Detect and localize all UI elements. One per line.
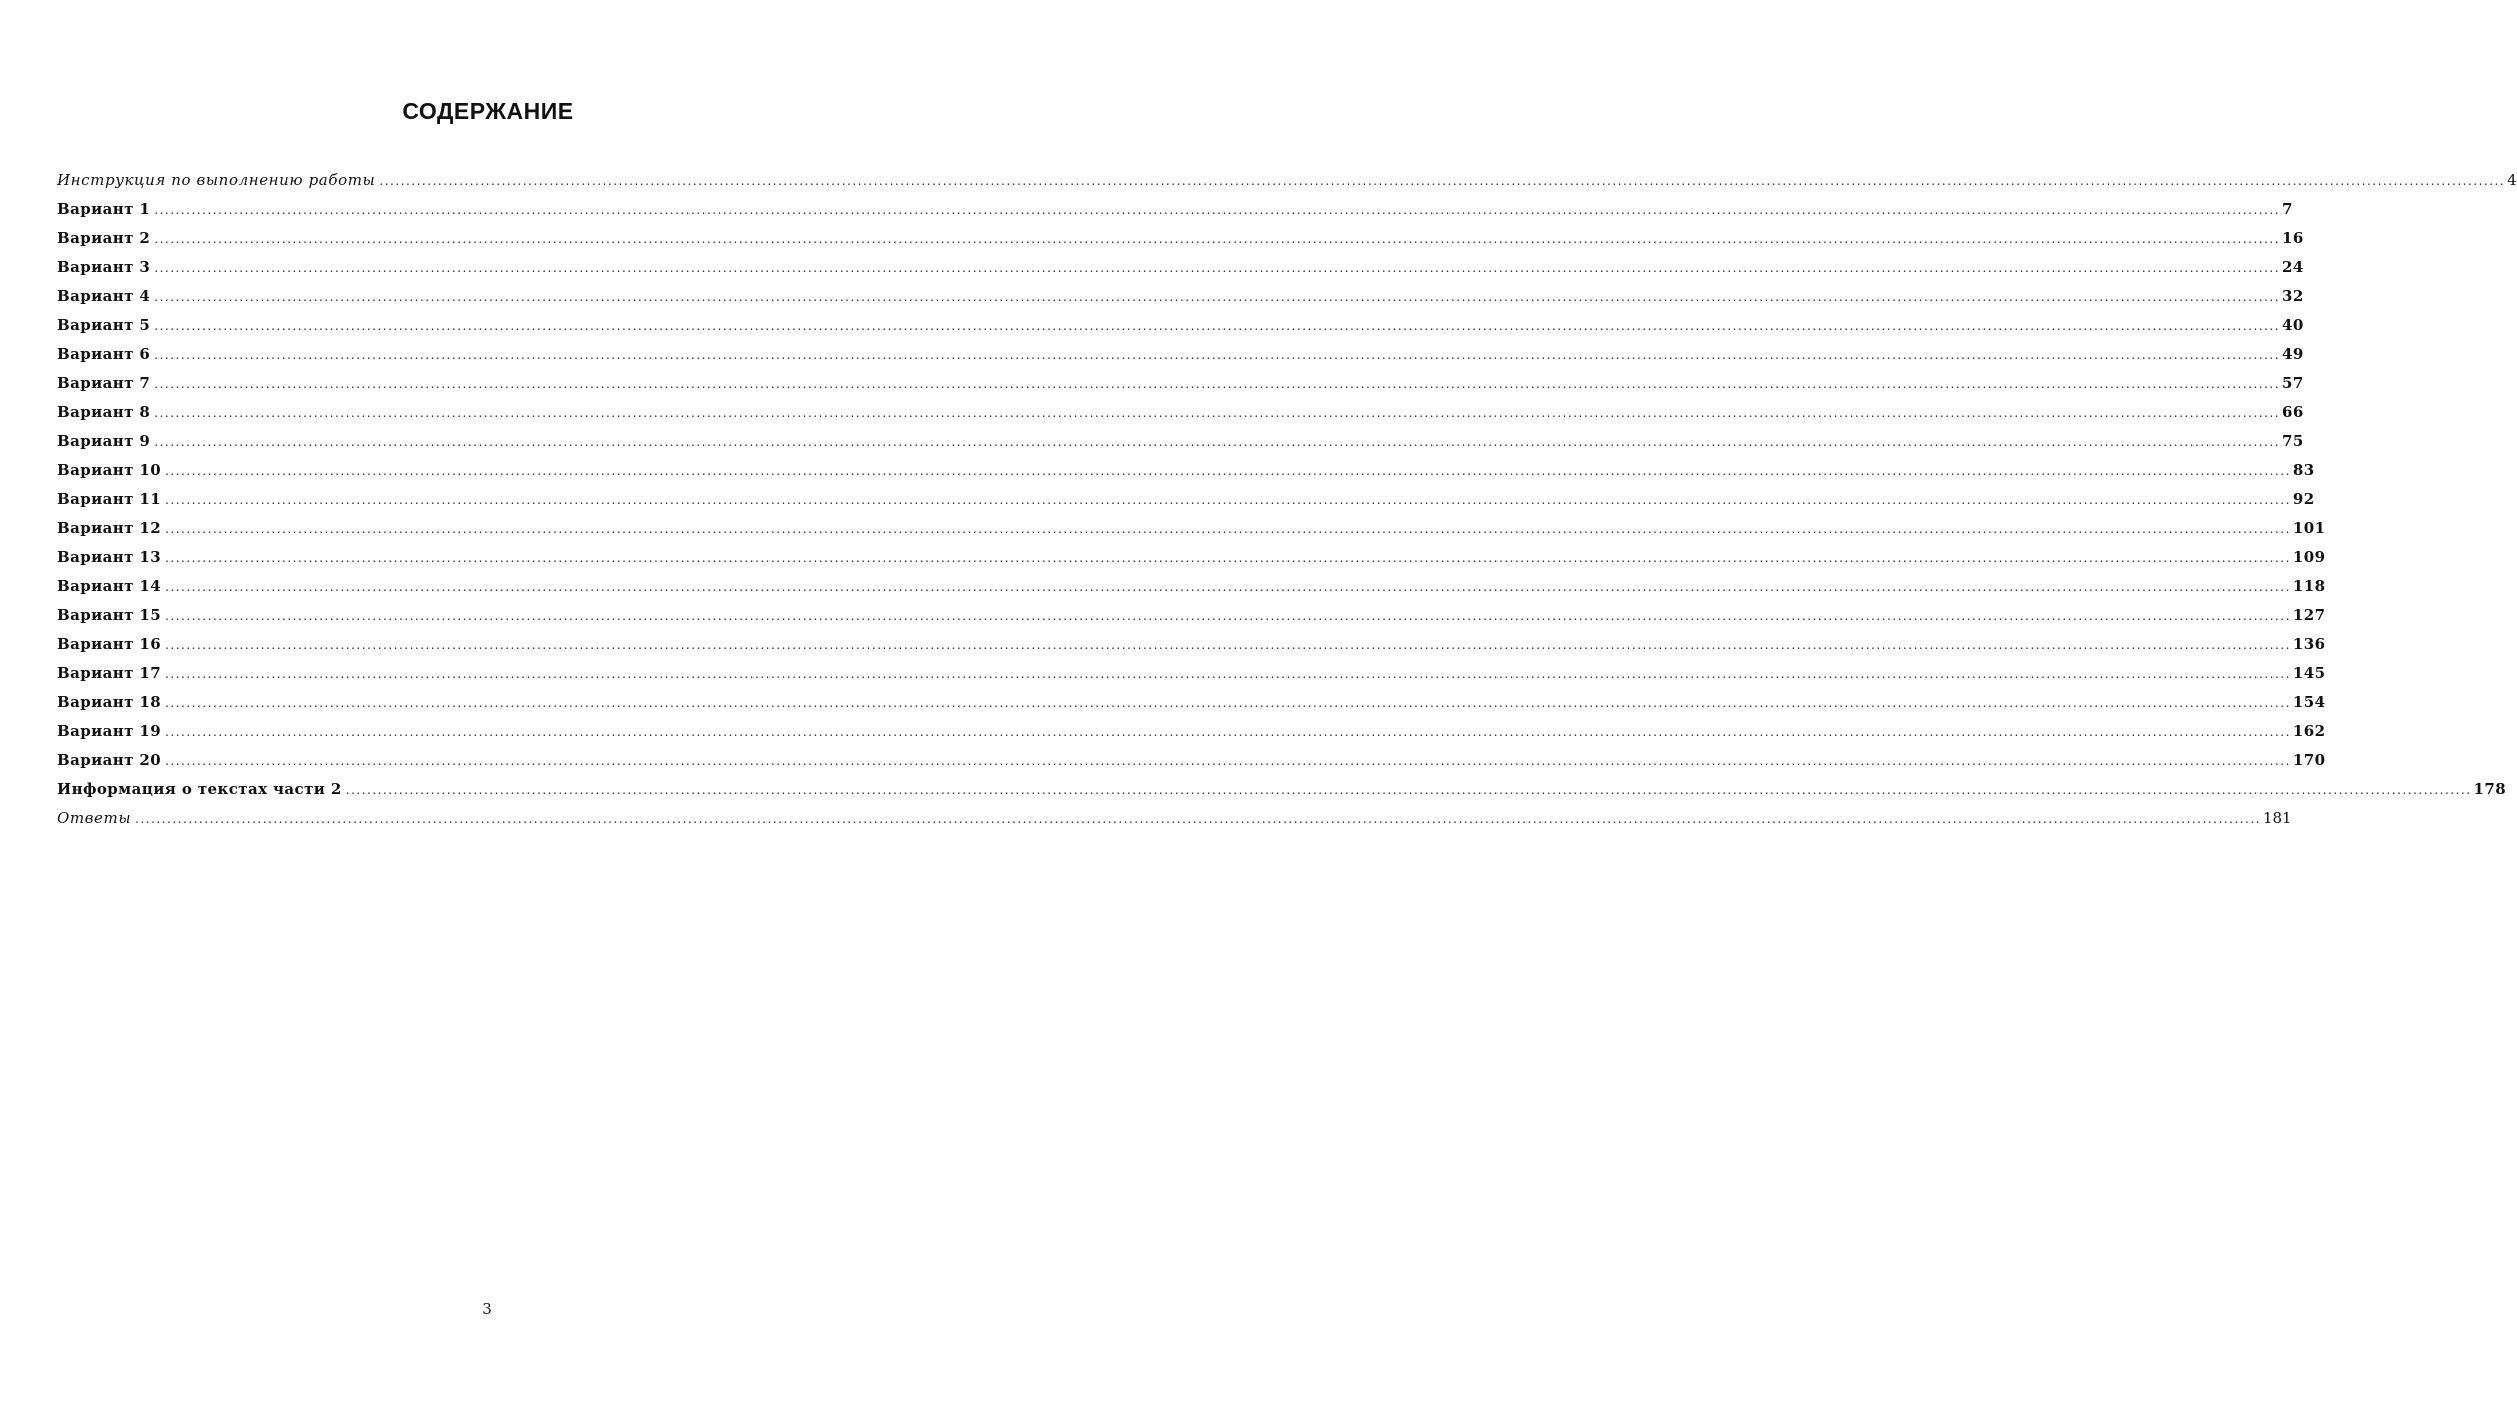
toc-entry-label: Вариант 6 xyxy=(57,345,151,363)
toc-entry-page: 66 xyxy=(2282,403,2304,421)
table-of-contents xyxy=(57,166,2517,833)
toc-entry xyxy=(57,253,2304,282)
toc-dot-leader: ................................................................................................................................................................................................................................................................................................................................................................................................................ xyxy=(154,377,2281,391)
toc-entry xyxy=(57,340,2304,369)
toc-entry-page: 83 xyxy=(2292,461,2315,479)
toc-entry-page: 136 xyxy=(2292,635,2326,653)
toc-dot-leader: ................................................................................................................................................................................................................................................................................................................................................................................................................ xyxy=(165,696,2291,710)
toc-entry-label: Вариант 15 xyxy=(57,606,162,624)
toc-entry-label: Вариант 11 xyxy=(57,490,162,508)
toc-entry xyxy=(57,369,2304,398)
toc-entry-label: Ответы xyxy=(57,809,132,827)
toc-entry-page: 109 xyxy=(2292,548,2326,566)
toc-entry-page: 16 xyxy=(2282,229,2304,247)
toc-entry xyxy=(57,630,2326,659)
toc-entry xyxy=(57,804,2292,833)
toc-entry-page: 7 xyxy=(2282,200,2293,218)
page-title: СОДЕРЖАНИЕ xyxy=(402,98,574,124)
toc-entry-page: 92 xyxy=(2292,490,2315,508)
toc-entry-page: 178 xyxy=(2473,780,2507,798)
toc-entry-label: Вариант 10 xyxy=(57,461,162,479)
toc-dot-leader: ................................................................................................................................................................................................................................................................................................................................................................................................................ xyxy=(165,609,2291,623)
toc-entry xyxy=(57,427,2304,456)
toc-dot-leader: ................................................................................................................................................................................................................................................................................................................................................................................................................ xyxy=(165,638,2291,652)
toc-entry-page: 162 xyxy=(2292,722,2326,740)
toc-entry xyxy=(57,224,2304,253)
page-number: 3 xyxy=(482,1300,492,1318)
toc-dot-leader: ................................................................................................................................................................................................................................................................................................................................................................................................................ xyxy=(154,261,2281,275)
toc-entry-label: Вариант 3 xyxy=(57,258,151,276)
toc-entry-page: 127 xyxy=(2292,606,2326,624)
toc-entry xyxy=(57,601,2326,630)
toc-dot-leader: ................................................................................................................................................................................................................................................................................................................................................................................................................ xyxy=(165,493,2291,507)
toc-entry-label: Вариант 7 xyxy=(57,374,151,392)
toc-entry xyxy=(57,456,2315,485)
toc-dot-leader: ................................................................................................................................................................................................................................................................................................................................................................................................................ xyxy=(165,667,2291,681)
toc-entry-label: Вариант 1 xyxy=(57,200,151,218)
toc-dot-leader: ................................................................................................................................................................................................................................................................................................................................................................................................................ xyxy=(345,783,2472,797)
toc-dot-leader: ................................................................................................................................................................................................................................................................................................................................................................................................................ xyxy=(154,232,2281,246)
toc-entry-label: Вариант 13 xyxy=(57,548,162,566)
toc-entry xyxy=(57,572,2326,601)
toc-dot-leader: ................................................................................................................................................................................................................................................................................................................................................................................................................ xyxy=(165,754,2291,768)
toc-entry-page: 154 xyxy=(2292,693,2326,711)
toc-entry xyxy=(57,311,2304,340)
toc-entry-label: Вариант 14 xyxy=(57,577,162,595)
toc-entry-page: 118 xyxy=(2292,577,2326,595)
toc-entry xyxy=(57,775,2507,804)
toc-entry xyxy=(57,282,2304,311)
toc-entry xyxy=(57,746,2326,775)
toc-dot-leader: ................................................................................................................................................................................................................................................................................................................................................................................................................ xyxy=(154,203,2281,217)
toc-entry-page: 75 xyxy=(2282,432,2304,450)
toc-entry-page: 40 xyxy=(2282,316,2304,334)
toc-entry-page: 145 xyxy=(2292,664,2326,682)
toc-entry-label: Вариант 2 xyxy=(57,229,151,247)
toc-dot-leader: ................................................................................................................................................................................................................................................................................................................................................................................................................ xyxy=(165,580,2291,594)
toc-entry-label: Вариант 17 xyxy=(57,664,162,682)
toc-entry xyxy=(57,485,2315,514)
toc-entry-label: Вариант 4 xyxy=(57,287,151,305)
toc-entry xyxy=(57,717,2326,746)
toc-entry xyxy=(57,659,2326,688)
toc-entry xyxy=(57,398,2304,427)
toc-dot-leader: ................................................................................................................................................................................................................................................................................................................................................................................................................ xyxy=(165,551,2291,565)
toc-entry-label: Вариант 20 xyxy=(57,751,162,769)
toc-entry-page: 32 xyxy=(2282,287,2304,305)
toc-entry-page: 4 xyxy=(2507,171,2517,189)
toc-entry-page: 170 xyxy=(2292,751,2326,769)
toc-entry xyxy=(57,195,2293,224)
toc-dot-leader: ................................................................................................................................................................................................................................................................................................................................................................................................................ xyxy=(165,522,2291,536)
toc-dot-leader: ................................................................................................................................................................................................................................................................................................................................................................................................................ xyxy=(165,464,2291,478)
toc-entry-page: 24 xyxy=(2282,258,2304,276)
toc-dot-leader: ................................................................................................................................................................................................................................................................................................................................................................................................................ xyxy=(154,348,2281,362)
toc-dot-leader: ................................................................................................................................................................................................................................................................................................................................................................................................................ xyxy=(154,435,2281,449)
toc-entry-page: 49 xyxy=(2282,345,2304,363)
toc-entry-label: Вариант 12 xyxy=(57,519,162,537)
toc-entry-label: Вариант 19 xyxy=(57,722,162,740)
toc-entry-label: Вариант 8 xyxy=(57,403,151,421)
toc-entry-page: 101 xyxy=(2292,519,2326,537)
toc-entry-label: Вариант 9 xyxy=(57,432,151,450)
toc-entry xyxy=(57,166,2517,195)
toc-entry xyxy=(57,514,2326,543)
toc-entry-page: 57 xyxy=(2282,374,2304,392)
toc-dot-leader: ................................................................................................................................................................................................................................................................................................................................................................................................................ xyxy=(154,290,2281,304)
toc-dot-leader: ................................................................................................................................................................................................................................................................................................................................................................................................................ xyxy=(135,812,2261,826)
toc-entry-label: Вариант 18 xyxy=(57,693,162,711)
toc-entry-label: Инструкция по выполнению работы xyxy=(57,171,376,189)
toc-entry-label: Вариант 5 xyxy=(57,316,151,334)
toc-entry-label: Информация о текстах части 2 xyxy=(57,780,342,798)
toc-entry xyxy=(57,543,2326,572)
toc-dot-leader: ................................................................................................................................................................................................................................................................................................................................................................................................................ xyxy=(154,406,2281,420)
toc-dot-leader: ................................................................................................................................................................................................................................................................................................................................................................................................................ xyxy=(165,725,2291,739)
toc-entry-label: Вариант 16 xyxy=(57,635,162,653)
toc-dot-leader: ................................................................................................................................................................................................................................................................................................................................................................................................................ xyxy=(379,174,2506,188)
toc-entry-page: 181 xyxy=(2262,809,2292,827)
toc-entry xyxy=(57,688,2326,717)
toc-dot-leader: ................................................................................................................................................................................................................................................................................................................................................................................................................ xyxy=(154,319,2281,333)
